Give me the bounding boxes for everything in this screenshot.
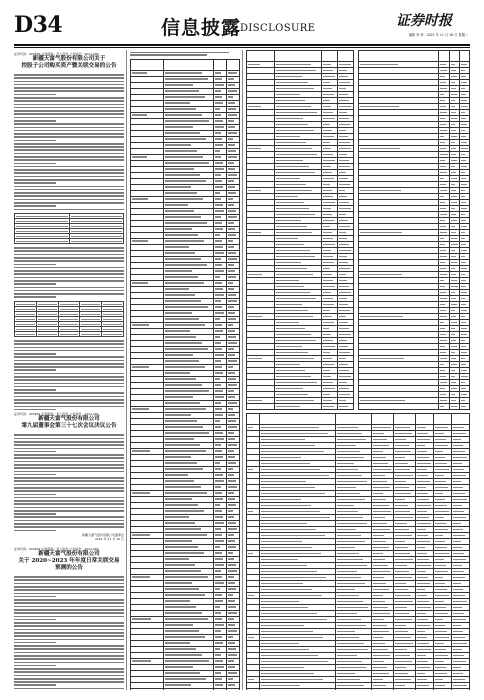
text-line	[14, 100, 124, 102]
text-line	[14, 166, 124, 168]
text-line	[14, 474, 56, 476]
text-line	[14, 497, 124, 499]
table-row	[359, 404, 470, 410]
text-line	[14, 156, 124, 158]
text-line	[14, 74, 124, 76]
text-line	[14, 209, 124, 211]
announcement-code: 证券代码：002639 证券简称：雪人股份 公告编号：2021-080	[14, 52, 99, 56]
table-cell	[260, 689, 336, 691]
text-line	[14, 396, 124, 398]
text-line	[14, 172, 124, 174]
text-line	[14, 406, 124, 408]
announcement-title	[14, 551, 124, 572]
text-line	[14, 593, 124, 595]
text-line	[14, 97, 124, 99]
table-header-cell	[337, 51, 353, 62]
announcement-body	[14, 434, 124, 531]
table-cell	[213, 688, 226, 690]
related-party-detail-table	[358, 50, 470, 410]
text-line	[14, 113, 124, 115]
text-line	[14, 270, 124, 272]
text-line	[14, 523, 124, 525]
text-line	[14, 606, 124, 608]
table-cell	[371, 689, 393, 691]
table-cell	[321, 404, 337, 410]
table-cell	[15, 239, 70, 244]
text-line	[14, 444, 124, 446]
section-title: 信息披露	[161, 17, 242, 39]
table-header-cell	[274, 51, 321, 62]
text-line	[14, 662, 124, 664]
text-line	[14, 596, 56, 598]
text-line	[14, 87, 124, 89]
column-divider	[126, 50, 127, 690]
table-cell	[226, 688, 239, 690]
text-line	[14, 681, 124, 683]
text-line	[14, 247, 124, 249]
transaction-summary-table	[246, 413, 470, 690]
text-line	[14, 254, 124, 256]
text-line	[14, 366, 124, 368]
summary-table	[14, 301, 124, 337]
text-line	[14, 347, 124, 349]
table-header-cell	[131, 59, 164, 70]
text-line	[14, 257, 124, 259]
text-line	[14, 480, 124, 482]
table-cell	[452, 689, 470, 691]
text-line	[14, 494, 56, 496]
text-line	[14, 379, 124, 381]
table-header-cell	[394, 414, 416, 425]
announcement-header	[14, 52, 124, 70]
text-line	[14, 192, 124, 194]
table-cell	[336, 689, 372, 691]
table-header-cell	[336, 414, 372, 425]
table-header-cell	[226, 59, 239, 70]
text-line	[14, 287, 124, 289]
text-line	[14, 464, 124, 466]
table-header-cell	[260, 414, 336, 425]
text-line	[14, 500, 124, 502]
text-line	[14, 609, 124, 611]
newspaper-logo: 证券时报	[396, 13, 452, 29]
table-row	[247, 404, 354, 410]
text-line	[14, 616, 124, 618]
text-line	[14, 688, 124, 690]
title-line: 第九届董事会第三十七次会议决议公告	[21, 423, 117, 430]
text-line	[14, 471, 124, 473]
title-line: 新疆天富气股份有限公司	[38, 551, 100, 558]
section-title-english: DISCLOSURE	[240, 23, 316, 34]
text-line	[14, 182, 56, 184]
text-line	[14, 290, 124, 292]
table-column	[130, 50, 240, 690]
text-line	[14, 668, 124, 670]
text-line	[14, 283, 56, 285]
text-line	[14, 409, 56, 411]
text-line	[14, 645, 124, 647]
text-line	[14, 507, 124, 509]
text-line	[14, 579, 124, 581]
announcement-body	[14, 576, 124, 690]
masthead-meta	[409, 33, 468, 37]
text-line	[14, 629, 124, 631]
table-header-cell	[359, 51, 439, 62]
announcement-body	[14, 74, 124, 210]
text-line	[14, 441, 124, 443]
text-line	[14, 296, 56, 298]
columns-area	[14, 50, 470, 690]
title-line: 预测的公告	[55, 565, 83, 572]
text-line	[14, 526, 124, 528]
text-line	[14, 520, 124, 522]
text-line	[14, 373, 124, 375]
table-header-cell	[452, 414, 470, 425]
signature-date: 2021 年 11 月 16 日	[94, 537, 124, 542]
text-line	[14, 583, 124, 585]
table-caption	[130, 51, 240, 57]
text-line	[14, 665, 56, 667]
text-line	[14, 267, 124, 269]
table-cell	[460, 404, 470, 410]
text-line	[14, 648, 124, 650]
table-header-cell	[434, 414, 452, 425]
title-line: 新疆天富气股份有限公司	[38, 416, 100, 423]
text-line	[14, 389, 56, 391]
text-line	[14, 386, 124, 388]
table-cell	[36, 331, 58, 336]
table-header-cell	[321, 51, 337, 62]
text-line	[14, 343, 124, 345]
text-line	[14, 625, 124, 627]
table-cell	[80, 331, 102, 336]
table-row	[247, 689, 470, 691]
text-line	[14, 454, 124, 456]
text-line	[14, 77, 124, 79]
page-number: D34	[14, 12, 63, 38]
text-line	[14, 360, 124, 362]
table-cell	[69, 239, 124, 244]
summary-table	[14, 213, 124, 244]
text-line	[14, 153, 124, 155]
table-header-cell	[163, 59, 213, 70]
text-line	[14, 127, 124, 129]
table-cell	[58, 331, 80, 336]
text-line	[14, 675, 124, 677]
text-line	[14, 599, 124, 601]
text-line	[14, 84, 124, 86]
table-header-cell	[460, 51, 470, 62]
text-line	[14, 457, 124, 459]
table-header-cell	[450, 51, 460, 62]
table-header-cell	[213, 59, 226, 70]
text-line	[14, 136, 124, 138]
text-line	[14, 392, 124, 394]
text-line	[14, 293, 124, 295]
signature: 新疆天富气股份有限公司董事会	[81, 533, 124, 538]
text-line	[14, 81, 124, 83]
text-line	[14, 399, 124, 401]
title-line: 关于 2020~2023 年年度日常关联交易	[18, 558, 120, 565]
text-line	[14, 90, 124, 92]
text-line	[14, 642, 56, 644]
table-cell	[247, 404, 275, 410]
table-cell	[102, 331, 124, 336]
text-line	[14, 356, 124, 358]
text-line	[14, 280, 124, 282]
table-cell	[438, 404, 449, 410]
table-cell	[337, 404, 353, 410]
text-line	[14, 632, 124, 634]
text-line	[14, 678, 124, 680]
text-line	[14, 123, 124, 125]
announcement-body	[14, 340, 124, 411]
announcement-column	[14, 50, 124, 690]
text-line	[14, 104, 124, 106]
text-line	[14, 117, 124, 119]
table-cell	[359, 404, 439, 410]
masthead-rule-thick	[14, 44, 470, 46]
announcement-title	[14, 56, 124, 70]
announcement-header	[14, 547, 124, 572]
text-line	[14, 205, 56, 207]
text-line	[14, 146, 124, 148]
text-line	[14, 369, 56, 371]
text-line	[14, 619, 56, 621]
table-header-cell	[247, 51, 275, 62]
text-line	[14, 487, 124, 489]
table-cell	[450, 404, 460, 410]
text-line	[14, 149, 124, 151]
text-line	[14, 503, 124, 505]
text-line	[14, 655, 124, 657]
related-transactions-table	[130, 59, 240, 690]
table-cell	[416, 689, 434, 691]
title-line: 控股子公司购买资产暨关联交易的公告	[21, 63, 117, 69]
table-header-cell	[438, 51, 449, 62]
text-line	[14, 589, 124, 591]
text-line	[14, 340, 124, 342]
masthead-rule-thin	[14, 47, 470, 48]
text-line	[14, 448, 124, 450]
table-cell	[247, 689, 260, 691]
text-line	[14, 490, 124, 492]
text-line	[14, 461, 124, 463]
text-line	[14, 130, 124, 132]
text-line	[14, 273, 124, 275]
text-line	[14, 484, 124, 486]
text-line	[14, 110, 124, 112]
text-line	[14, 140, 56, 142]
text-line	[14, 516, 124, 518]
related-party-table	[246, 50, 354, 410]
table-cell	[394, 689, 416, 691]
table-header-cell	[371, 414, 393, 425]
text-line	[14, 438, 124, 440]
announcement-code: 证券代码：002639 证券简称：雪人股份 公告编号：2021-081	[14, 412, 99, 417]
text-line	[14, 467, 124, 469]
text-line	[14, 186, 124, 188]
text-line	[14, 376, 124, 378]
text-line	[14, 250, 124, 252]
text-line	[14, 635, 124, 637]
text-line	[14, 602, 124, 604]
text-line	[14, 176, 124, 178]
table-row	[131, 688, 240, 690]
text-line	[14, 163, 56, 165]
text-line	[14, 143, 124, 145]
text-line	[14, 402, 124, 404]
text-line	[14, 658, 124, 660]
text-line	[14, 477, 124, 479]
table-column-wide	[246, 50, 470, 690]
masthead	[14, 10, 470, 44]
table-cell	[131, 688, 164, 690]
text-line	[14, 639, 124, 641]
text-line	[14, 586, 124, 588]
text-line	[14, 189, 124, 191]
text-line	[14, 264, 56, 266]
text-line	[14, 94, 56, 96]
editor-line: 编辑 李 萍	[408, 33, 424, 37]
signature-block	[14, 533, 124, 541]
announcement-body	[14, 247, 124, 298]
announcement-title	[14, 416, 124, 430]
table-header-cell	[416, 414, 434, 425]
text-line	[14, 159, 124, 161]
text-line	[14, 612, 124, 614]
text-line	[14, 363, 124, 365]
text-line	[14, 202, 124, 204]
text-line	[14, 260, 124, 262]
column-divider	[242, 50, 243, 690]
text-line	[14, 684, 56, 686]
text-line	[14, 195, 124, 197]
table-cell	[163, 688, 213, 690]
table-cell	[434, 689, 452, 691]
text-line	[14, 652, 124, 654]
announcement-header	[14, 412, 124, 430]
text-line	[14, 510, 124, 512]
text-line	[14, 530, 56, 532]
text-line	[14, 434, 124, 436]
text-line	[14, 353, 56, 355]
text-line	[14, 671, 124, 673]
text-line	[14, 179, 124, 181]
text-line	[14, 451, 56, 453]
table-header-cell	[247, 414, 260, 425]
text-line	[14, 133, 124, 135]
title-line: 新疆天富气股份有限公司关于	[32, 56, 106, 62]
text-line	[14, 107, 124, 109]
text-line	[14, 622, 124, 624]
announcement-code: 证券代码：002639 证券简称：雪人股份 公告编号：2021-082	[14, 547, 99, 552]
text-line	[14, 199, 124, 201]
text-line	[14, 576, 124, 578]
text-line	[14, 383, 124, 385]
text-line	[14, 277, 124, 279]
table-cell	[274, 404, 321, 410]
text-line	[14, 120, 56, 122]
text-line	[14, 169, 124, 171]
text-line	[14, 350, 124, 352]
table-cell	[15, 331, 37, 336]
issue-date: 2021 年 11 月 16 日 星期二	[426, 33, 468, 37]
text-line	[14, 513, 56, 515]
